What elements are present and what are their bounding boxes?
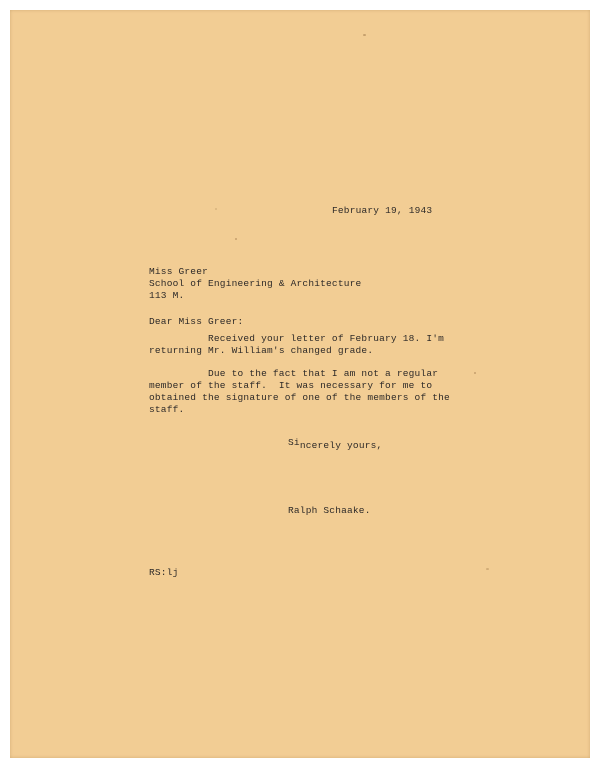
- paragraph-line: Due to the fact that I am not a regular: [208, 368, 439, 379]
- salutation: Dear Miss Greer:: [149, 316, 244, 327]
- reference-initials: RS:lj: [149, 567, 179, 578]
- paragraph-line: Received your letter of February 18. I'm: [208, 333, 445, 344]
- paper-speck: [486, 568, 489, 570]
- complimentary-closing: [288, 437, 383, 451]
- paragraph-line: obtained the signature of one of the members of the: [149, 392, 450, 403]
- paper-speck: [235, 238, 237, 240]
- signature-name: Ralph Schaake.: [288, 505, 371, 516]
- paper-speck: [363, 34, 366, 36]
- closing-rest: ncerely yours,: [299, 440, 383, 451]
- paragraph-line: returning Mr. William's changed grade.: [149, 345, 374, 356]
- paragraph-line: staff.: [149, 404, 185, 415]
- closing-raised-letters: Si: [288, 437, 300, 448]
- recipient-room: 113 M.: [149, 290, 185, 301]
- recipient-name: Miss Greer: [149, 266, 209, 277]
- letter-page: [10, 10, 590, 758]
- paper-speck: [474, 372, 476, 374]
- recipient-department: School of Engineering & Architecture: [149, 278, 362, 289]
- paragraph-line: member of the staff. It was necessary for me to: [149, 380, 433, 391]
- letter-date: February 19, 1943: [332, 205, 433, 216]
- paper-speck: [215, 208, 217, 210]
